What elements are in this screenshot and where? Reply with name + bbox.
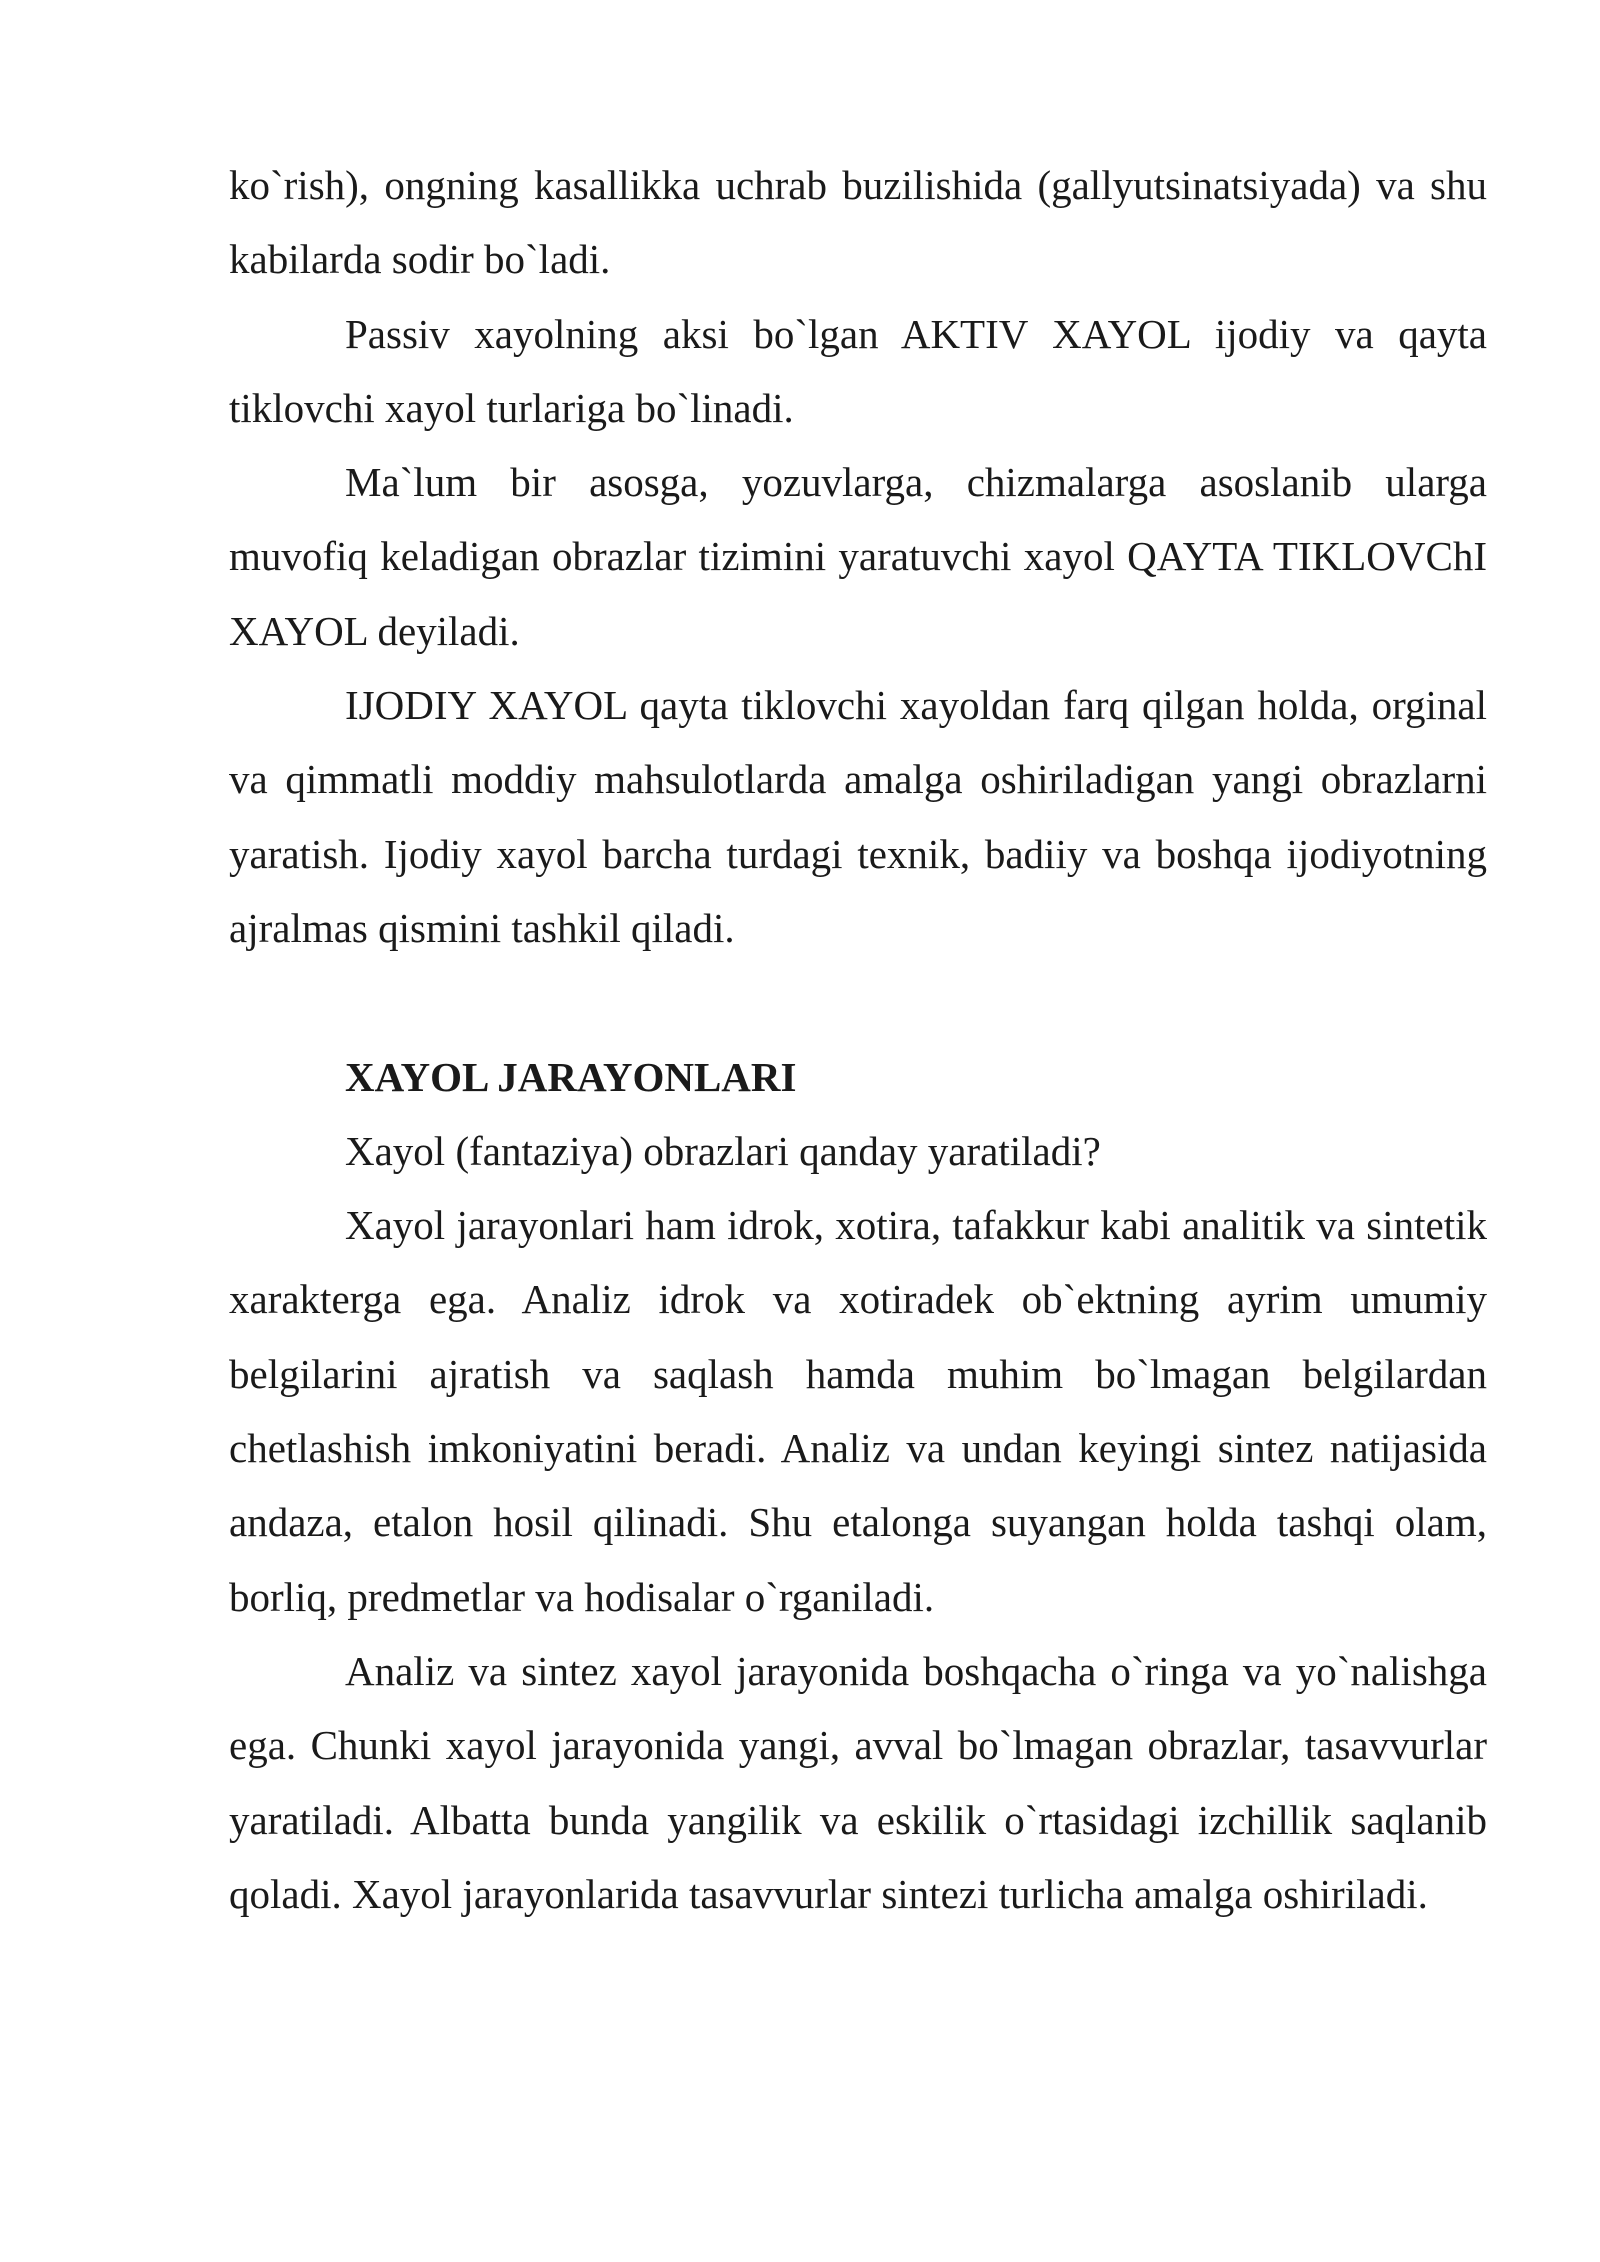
- paragraph-continuation: ko`rish), ongning kasallikka uchrab buzilishida (gallyutsinatsiyada) va shu kabilarda sodir bo`ladi.: [229, 162, 1487, 283]
- paragraph-analysis-synthesis: Xayol jarayonlari ham idrok, xotira, tafakkur kabi analitik va sintetik xarakterga ega. Analiz idrok va xotiradek ob`ektning ayrim umumiy belgilarini ajratish va saqlash hamda muhim bo`lmagan belgilardan chetlashish imkoniyatini beradi. Analiz va undan keyingi sintez natijasida andaza, etalon hosil qilinadi. Shu etalonga suyangan holda tashqi olam, borliq, predmetlar va hodisalar o`rganiladi.: [229, 1202, 1487, 1620]
- document-body: [229, 148, 1487, 1931]
- paragraph-question: Xayol (fantaziya) obrazlari qanday yaratiladi?: [345, 1127, 1101, 1174]
- section-heading: XAYOL JARAYONLARI: [345, 1053, 797, 1100]
- paragraph-creative-imagination: IJODIY XAYOL qayta tiklovchi xayoldan farq qilgan holda, orginal va qimmatli moddiy mahsulotlarda amalga oshiriladigan yangi obrazlarni yaratish. Ijodiy xayol barcha turdagi texnik, badiiy va boshqa ijodiyotning ajralmas qismini tashkil qiladi.: [229, 682, 1487, 951]
- paragraph-active-imagination: Passiv xayolning aksi bo`lgan AKTIV XAYOL ijodiy va qayta tiklovchi xayol turlariga bo`linadi.: [229, 310, 1487, 431]
- paragraph-spacer: [229, 965, 1487, 1039]
- paragraph-imagination-process: Analiz va sintez xayol jarayonida boshqacha o`ringa va yo`nalishga ega. Chunki xayol jarayonida yangi, avval bo`lmagan obrazlar, tasavvurlar yaratiladi. Albatta bunda yangilik va eskilik o`rtasidagi izchillik saqlanib qoladi. Xayol jarayonlarida tasavvurlar sintezi turlicha amalga oshiriladi.: [229, 1647, 1487, 1917]
- paragraph-reconstructive-imagination: Ma`lum bir asosga, yozuvlarga, chizmalarga asoslanib ularga muvofiq keladigan obrazlar tizimini yaratuvchi xayol QAYTA TIKLOVChI XAYOL deyiladi.: [229, 459, 1487, 654]
